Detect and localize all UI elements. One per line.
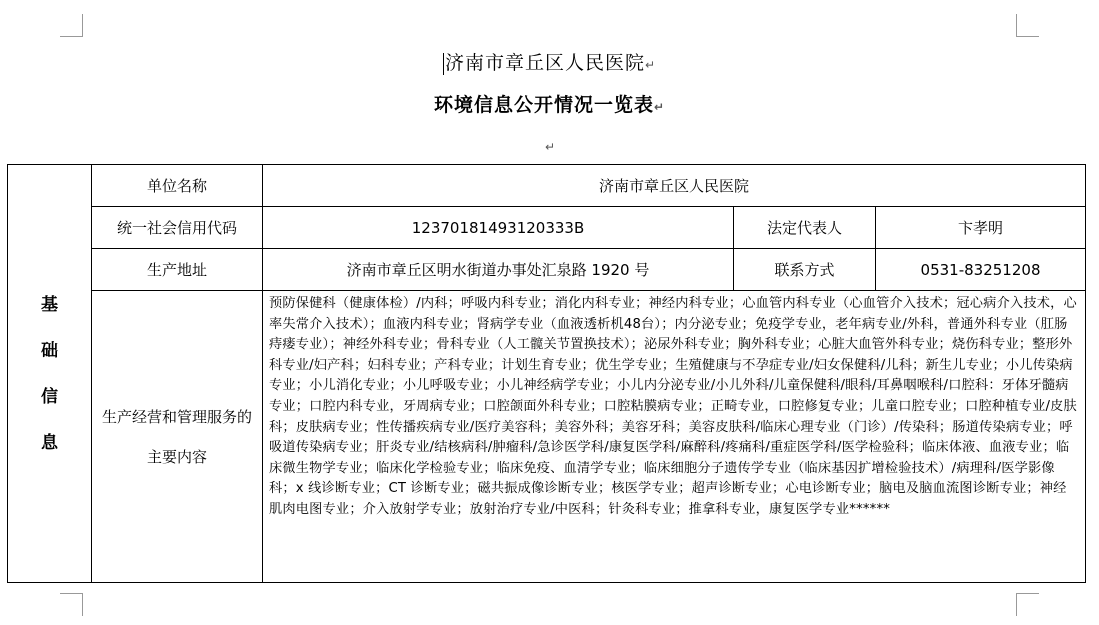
page-corner-top-right [1016,14,1039,37]
page-corner-bottom-left [60,593,83,616]
info-table [7,164,1086,583]
paragraph-mark: ↵ [545,140,556,154]
address-value[interactable]: 济南市章丘区明水街道办事处汇泉路 1920 号 [263,249,734,291]
section-label-basic-info: 基 础 信 息 [8,165,92,583]
business-label: 生产经营和管理服务的主要内容 [92,291,263,583]
contact-value[interactable]: 0531-83251208 [876,249,1086,291]
page-corner-top-left [60,14,83,37]
unit-name-value[interactable]: 济南市章丘区人民医院 [263,165,1086,207]
document-title-line1[interactable]: 济南市章丘区人民医院↵ [444,52,657,74]
document-title-line2[interactable]: 环境信息公开情况一览表↵ [433,94,666,116]
credit-code-value[interactable]: 12370181493120333B [263,207,734,249]
contact-label: 联系方式 [734,249,876,291]
page-corner-bottom-right [1016,593,1039,616]
business-content[interactable]: 预防保健科（健康体检）/内科；呼吸内科专业；消化内科专业；神经内科专业；心血管内科专业（心血管介入技术；冠心病介入技术，心率失常介入技术）；血液内科专业；肾病学专业（血液透析机48台）；内分泌专业；免疫学专业，老年病专业/外科，普通外科专业（肛肠痔瘘专业）；神经外科专业；骨科专业（人工髋关节置换技术）；泌尿外科专业；胸外科专业；心脏大血管外科专业；烧伤科专业；整形外科专业/妇产科；妇科专业；产科专业；计划生育专业；优生学专业；生殖健康与不孕症专业/妇女保健科/儿科；新生儿专业；小儿传染病专业；小儿消化专业；小儿呼吸专业；小儿神经病学专业；小儿内分泌专业/小儿外科/儿童保健科/眼科/耳鼻咽喉科/口腔科：牙体牙髓病专业；口腔内科专业，牙周病专业；口腔颌面外科专业；口腔粘膜病专业；正畸专业，口腔修复专业；儿童口腔专业；口腔种植专业/皮肤科；皮肤病专业；性传播疾病专业/医疗美容科；美容外科；美容牙科；美容皮肤科/临床心理专业（门诊）/传染科；肠道传染病专业；呼吸道传染病专业；肝炎专业/结核病科/肿瘤科/急诊医学科/康复医学科/麻醉科/疼痛科/重症医学科/医学检验科；临床体液、血液专业；临床微生物学专业；临床化学检验专业；临床免疫、血清学专业；临床细胞分子遗传学专业（临床基因扩增检验技术）/病理科/医学影像科；x 线诊断专业；CT 诊断专业；磁共振成像诊断专业；核医学专业；超声诊断专业；心电诊断专业；脑电及脑血流图诊断专业；神经肌肉电图专业；介入放射学专业；放射治疗专业/中医科；针灸科专业；推拿科专业，康复医学专业****** [263,291,1086,583]
unit-name-label: 单位名称 [92,165,263,207]
legal-rep-value[interactable]: 卞孝明 [876,207,1086,249]
text-cursor [443,53,444,75]
address-label: 生产地址 [92,249,263,291]
legal-rep-label: 法定代表人 [734,207,876,249]
credit-code-label: 统一社会信用代码 [92,207,263,249]
